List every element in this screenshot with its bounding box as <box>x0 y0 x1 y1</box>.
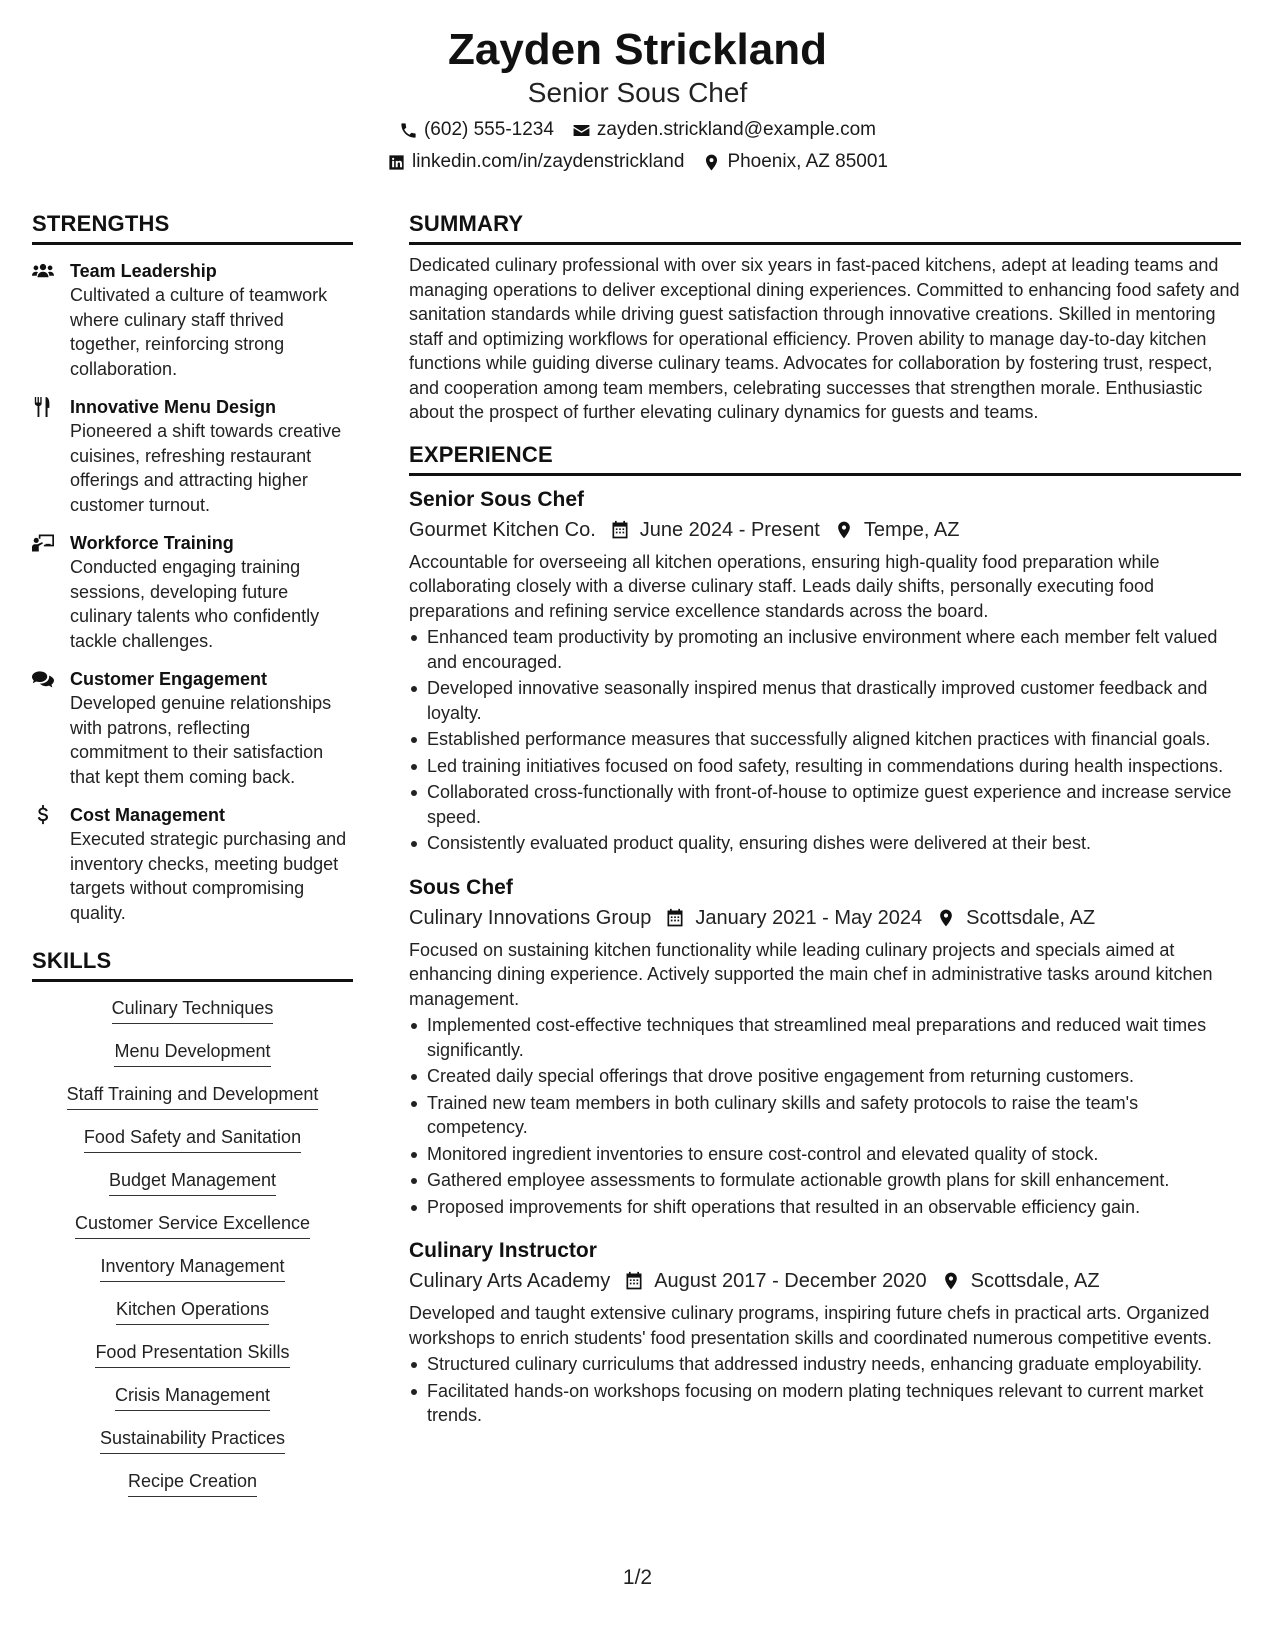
job-bullets <box>409 625 1241 856</box>
skill-item: Customer Service Excellence <box>75 1211 310 1239</box>
skill-item: Recipe Creation <box>128 1469 257 1497</box>
bullet-item: Enhanced team productivity by promoting an inclusive environment where each member felt valued and encouraged. <box>409 625 1241 674</box>
strength-name: Innovative Menu Design <box>70 397 277 417</box>
bullet-item: Structured culinary curriculums that addressed industry needs, enhancing graduate employability. <box>409 1352 1241 1377</box>
job-dates: January 2021 - May 2024 <box>695 906 923 929</box>
bullet-item: Proposed improvements for shift operations that resulted in an observable efficiency gain. <box>409 1195 1241 1220</box>
summary-heading: SUMMARY <box>409 210 1241 245</box>
bullet-item: Consistently evaluated product quality, ensuring dishes were delivered at their best. <box>409 831 1241 856</box>
strength-item <box>32 395 353 517</box>
bullet-item: Led training initiatives focused on food safety, resulting in commendations during health inspections. <box>409 754 1241 779</box>
strength-desc: Developed genuine relationships with patrons, reflecting commitment to their satisfaction that kept them coming back. <box>70 693 332 787</box>
bullet-item: Collaborated cross-functionally with front-of-house to optimize guest experience and increase service speed. <box>409 780 1241 829</box>
strength-item <box>32 667 353 789</box>
bullet-item: Developed innovative seasonally inspired menus that drastically improved customer feedback and loyalty. <box>409 676 1241 725</box>
chalkboard-teacher-icon <box>32 533 54 553</box>
skill-item: Menu Development <box>114 1039 270 1067</box>
strengths-heading: STRENGTHS <box>32 210 353 245</box>
job-meta <box>409 904 1241 932</box>
linkedin-contact[interactable] <box>387 150 684 174</box>
map-pin-icon <box>834 520 854 540</box>
skills-heading: SKILLS <box>32 947 353 982</box>
calendar-icon <box>665 908 685 928</box>
envelope-icon <box>572 121 591 140</box>
job-description: Developed and taught extensive culinary programs, inspiring future chefs in practical arts. Organized workshops to enrich students' food presentation skills and coordinated numerous competitive events. <box>409 1303 1212 1348</box>
bullet-item: Monitored ingredient inventories to ensure cost-control and elevated quality of stock. <box>409 1142 1241 1167</box>
skill-item: Crisis Management <box>115 1383 270 1411</box>
users-icon <box>32 261 54 281</box>
strength-name: Customer Engagement <box>70 669 268 689</box>
job-bullets <box>409 1013 1241 1219</box>
job-dates: August 2017 - December 2020 <box>654 1270 927 1292</box>
bullet-item: Created daily special offerings that drove positive engagement from returning customers. <box>409 1064 1241 1089</box>
skills-list <box>32 996 353 1512</box>
job-entry <box>409 874 1241 1220</box>
strength-item <box>32 803 353 925</box>
email-contact[interactable] <box>572 118 876 142</box>
linkedin-text: linkedin.com/in/zaydenstrickland <box>411 151 685 172</box>
map-pin-icon <box>936 908 956 928</box>
map-pin-icon <box>941 1271 961 1291</box>
email-text: zayden.strickland@example.com <box>596 119 876 140</box>
job-dates: June 2024 - Present <box>639 518 820 541</box>
calendar-icon <box>624 1271 644 1291</box>
strength-desc: Conducted engaging training sessions, developing future culinary talents who confidently tackle challenges. <box>70 557 320 651</box>
skill-item: Inventory Management <box>100 1254 284 1282</box>
bullet-item: Trained new team members in both culinary skills and safety protocols to raise the team's competency. <box>409 1091 1241 1140</box>
skill-item: Food Presentation Skills <box>95 1340 289 1368</box>
summary-text: Dedicated culinary professional with over six years in fast-paced kitchens, adept at leading teams and managing operations to deliver exceptional dining experiences. Committed to enhancing food safety and sanitation standards while driving guest satisfaction through innovative creations. Skilled in mentoring staff and optimizing workflows for operational efficiency. Proven ability to manage day-to-day kitchen functions while guiding diverse culinary teams. Advocates for collaboration by fostering trust, respect, and cooperation among team members, celebrating successes that strengthen morale. Enthusiastic about the prospect of further elevating culinary dynamics for guests and teams. <box>409 255 1240 422</box>
experience-heading: EXPERIENCE <box>409 441 1241 476</box>
skill-item: Food Safety and Sanitation <box>84 1125 301 1153</box>
strength-name: Workforce Training <box>70 533 234 553</box>
job-company: Culinary Arts Academy <box>409 1270 611 1292</box>
job-location: Scottsdale, AZ <box>966 906 1096 929</box>
strength-item <box>32 531 353 653</box>
job-location: Scottsdale, AZ <box>970 1270 1100 1292</box>
job-company: Gourmet Kitchen Co. <box>409 518 596 541</box>
job-description: Accountable for overseeing all kitchen operations, ensuring high-quality food preparation while collaborating closely with a diverse culinary staff. Leads daily shifts, personally executing food preparations and refining service excellence standards across the board. <box>409 551 1160 621</box>
job-meta <box>409 516 1241 544</box>
strength-desc: Pioneered a shift towards creative cuisines, refreshing restaurant offerings and attracting higher customer turnout. <box>70 421 342 515</box>
left-column <box>32 210 353 1512</box>
skill-item: Sustainability Practices <box>100 1426 285 1454</box>
job-company: Culinary Innovations Group <box>409 906 652 929</box>
job-title: Sous Chef <box>409 875 513 899</box>
job-entry <box>409 486 1241 856</box>
candidate-name: Zayden Strickland <box>447 25 827 74</box>
phone-icon <box>399 121 418 140</box>
bullet-item: Facilitated hands-on workshops focusing on modern plating techniques relevant to current market trends. <box>409 1379 1241 1428</box>
job-entry <box>409 1237 1241 1428</box>
skill-item: Budget Management <box>109 1168 276 1196</box>
location-contact <box>702 150 888 174</box>
bullet-item: Gathered employee assessments to formulate actionable growth plans for skill enhancement. <box>409 1168 1241 1193</box>
strength-item <box>32 259 353 381</box>
comments-icon <box>32 669 54 689</box>
bullet-item: Established performance measures that successfully aligned kitchen practices with financial goals. <box>409 727 1241 752</box>
job-title: Culinary Instructor <box>409 1239 597 1262</box>
strength-name: Cost Management <box>70 805 226 825</box>
skill-item: Kitchen Operations <box>116 1297 269 1325</box>
contact-row-2 <box>0 150 1275 174</box>
linkedin-icon <box>387 153 406 172</box>
contact-row-1 <box>0 118 1275 142</box>
strength-desc: Cultivated a culture of teamwork where culinary staff thrived together, reinforcing strong collaboration. <box>70 285 328 379</box>
phone-contact[interactable] <box>399 118 554 142</box>
job-description: Focused on sustaining kitchen functionality while leading culinary projects and specials aimed at enhancing dining experience. Actively supported the main chef in administrative tasks around kitchen management. <box>409 939 1213 1009</box>
job-location: Tempe, AZ <box>863 518 960 541</box>
job-bullets <box>409 1352 1241 1428</box>
utensils-icon <box>32 397 54 417</box>
phone-text: (602) 555-1234 <box>423 119 554 140</box>
job-title: Senior Sous Chef <box>409 487 585 511</box>
skill-item: Culinary Techniques <box>112 996 274 1024</box>
resume-header <box>0 24 1275 174</box>
strength-name: Team Leadership <box>70 261 217 281</box>
strength-desc: Executed strategic purchasing and inventory checks, meeting budget targets without compromising quality. <box>70 829 347 923</box>
dollar-icon <box>32 805 54 825</box>
calendar-icon <box>610 520 630 540</box>
job-meta <box>409 1267 1241 1295</box>
skill-item: Staff Training and Development <box>67 1082 319 1110</box>
bullet-item: Implemented cost-effective techniques that streamlined meal preparations and reduced wait times significantly. <box>409 1013 1241 1062</box>
location-text: Phoenix, AZ 85001 <box>727 151 889 172</box>
right-column <box>409 210 1241 1428</box>
map-pin-icon <box>702 153 721 172</box>
page-number: 1/2 <box>622 1566 653 1589</box>
candidate-title: Senior Sous Chef <box>527 77 748 108</box>
